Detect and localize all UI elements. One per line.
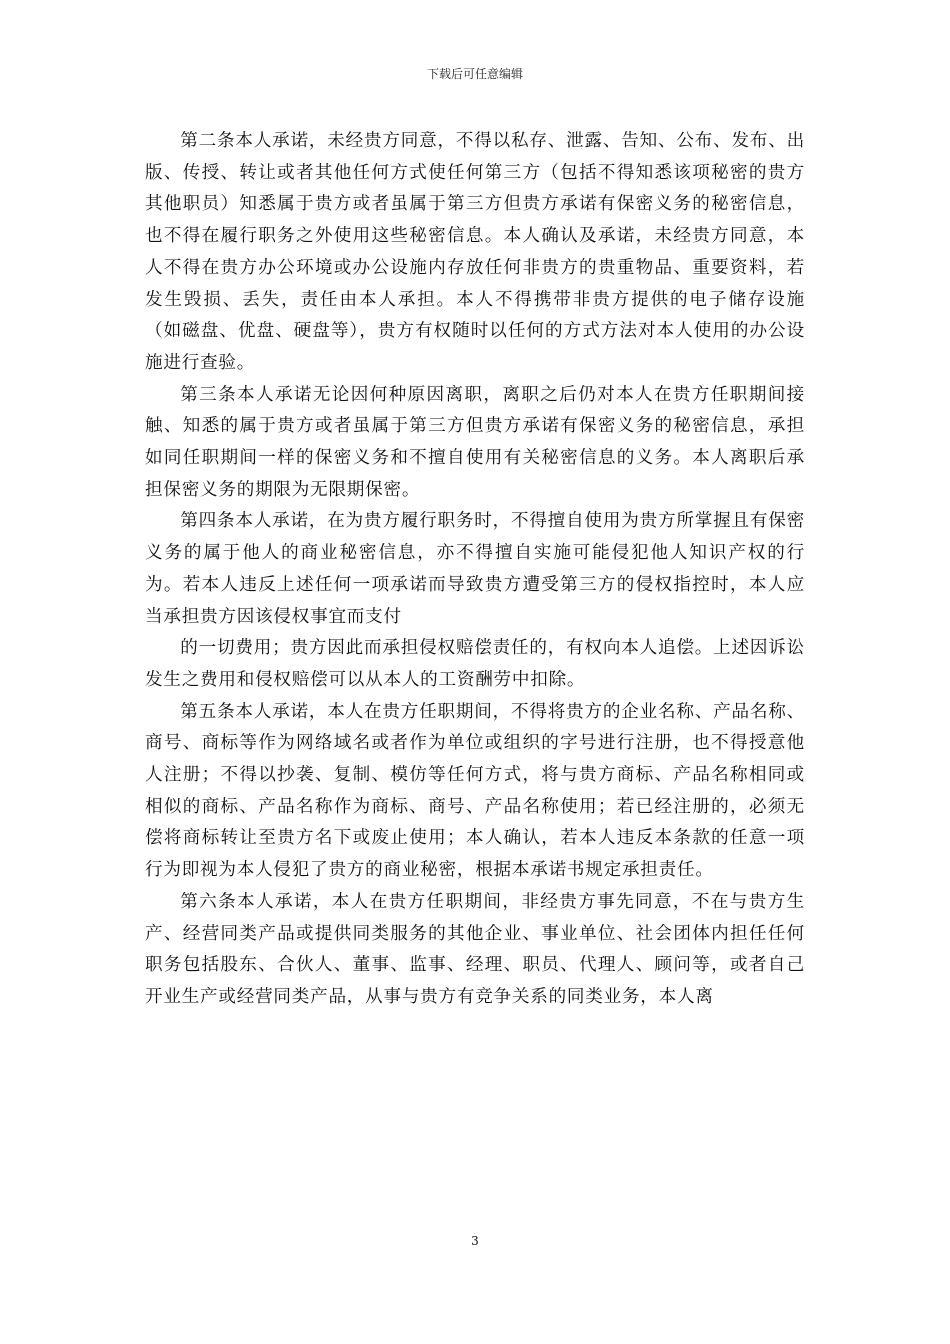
paragraph-article-5: 第五条本人承诺，本人在贵方任职期间，不得将贵方的企业名称、产品名称、商号、商标等作为网络域名或者作为单位或组织的字号进行注册，也不得授意他人注册；不得以抄袭、复制、模仿等任何方式，将与贵方商标、产品名称相同或相似的商标、产品名称作为商标、商号、产品名称使用；若已经注册的，必须无偿将商标转让至贵方名下或废止使用；本人确认，若本人违反本条款的任意一项行为即视为本人侵犯了贵方的商业秘密，根据本承诺书规定承担责任。: [145, 701, 805, 881]
page-number: 3: [471, 1234, 479, 1248]
paragraph-article-4-continued: 的一切费用；贵方因此而承担侵权赔偿责任的，有权向本人追偿。上述因诉讼发生之费用和侵权赔偿可以从本人的工资酬劳中扣除。: [145, 638, 805, 690]
page-header: 下载后可任意编辑: [426, 67, 523, 81]
paragraph-article-3: 第三条本人承诺无论因何种原因离职，离职之后仍对本人在贵方任职期间接触、知悉的属于贵方或者虽属于第三方但贵方承诺有保密义务的秘密信息，承担如同任职期间一样的保密义务和不擅自使用有关秘密信息的义务。本人离职后承担保密义务的期限为无限期保密。: [145, 384, 805, 500]
paragraph-article-6: 第六条本人承诺，本人在贵方任职期间，非经贵方事先同意，不在与贵方生产、经营同类产品或提供同类服务的其他企业、事业单位、社会团体内担任任何职务包括股东、合伙人、董事、监事、经理、职员、代理人、顾问等，或者自己开业生产或经营同类产品，从事与贵方有竞争关系的同类业务，本人离: [145, 891, 805, 1007]
paragraph-article-2: 第二条本人承诺，未经贵方同意，不得以私存、泄露、告知、公布、发布、出版、传授、转让或者其他任何方式使任何第三方（包括不得知悉该项秘密的贵方其他职员）知悉属于贵方或者虽属于第三方但贵方承诺有保密义务的秘密信息，也不得在履行职务之外使用这些秘密信息。本人确认及承诺，未经贵方同意，本人不得在贵方办公环境或办公设施内存放任何非贵方的贵重物品、重要资料，若发生毁损、丢失，责任由本人承担。本人不得携带非贵方提供的电子储存设施（如磁盘、优盘、硬盘等），贵方有权随时以任何的方式方法对本人使用的办公设施进行查验。: [145, 131, 805, 373]
document-body: [145, 126, 805, 1014]
paragraph-article-4: 第四条本人承诺，在为贵方履行职务时，不得擅自使用为贵方所掌握且有保密义务的属于他人的商业秘密信息，亦不得擅自实施可能侵犯他人知识产权的行为。若本人违反上述任何一项承诺而导致贵方遭受第三方的侵权指控时，本人应当承担贵方因该侵权事宜而支付: [145, 511, 805, 627]
